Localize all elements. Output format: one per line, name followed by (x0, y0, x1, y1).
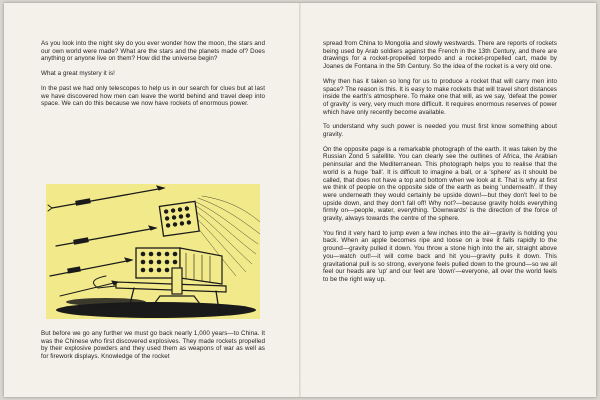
right-page (301, 3, 596, 397)
paragraph: You find it very hard to jump even a few inches into the air—gravity is holding you back. When an apple becomes ripe and loose on a tree it falls rapidly to the ground—gravity pulled it down. You throw a stone high into the air, straight above you—watch out!—it will come back and hit you—gravity pulls it down. This gravitational pull is so strong, everyone feels pulled down to the ground—so we all feel our heads are 'up' and our feet are 'down'—everyone, all over the world feels to be the right way up. (323, 229, 557, 283)
arrow-rocket-2 (56, 226, 156, 246)
left-page-text-top (41, 40, 265, 115)
paragraph: As you look into the night sky do you ever wonder how the moon, the stars and our own world were made? What are the stars and the planets made of? Does anything or anyone live on them? How did the universe begin? (41, 40, 265, 63)
paragraph: What a great mystery it is! (41, 70, 115, 78)
arrow-rocket-4 (60, 281, 118, 296)
paragraph: To understand why such power is needed you must first know something about gravity. (323, 123, 557, 139)
arrow-rocket-1 (48, 186, 164, 211)
paragraph: spread from China to Mongolia and slowly westwards. There are reports of rockets being used by Arab soldiers against the French in the 13th Century, and there are drawings for a rocket-propelled torpedo and a rocket-propelled cart, made by Joanes de Fontana in the 5th Century. So the idea of the rocket is a very old one. (323, 40, 557, 71)
rocket-launcher-drawing (46, 184, 260, 319)
launcher-box-upper (159, 201, 199, 236)
paragraph: But before we go any further we must go back nearly 1,000 years—to China. It was the Chinese who first discovered explosives. They made rockets propelled by their explosive powders and they used them as weapons of war as well as for firework displays. Knowledge of the rocket (41, 330, 265, 361)
rocket-launcher-illustration (46, 184, 260, 319)
left-page (4, 3, 299, 397)
paragraph: Why then has it taken so long for us to produce a rocket that will carry men into space? The reason is this. It is easy to make rockets that will travel short distances inside the earth's atmosphere. To make one that will, as we say, 'defeat the power of gravity' is very, very much more difficult. It requires enormous reserves of power which have only recently become available. (323, 77, 557, 116)
right-page-text (323, 40, 557, 291)
booklet-spread (4, 3, 596, 397)
paragraph: On the opposite page is a remarkable photograph of the earth. It was taken by the Russian Zond 5 satellite. You can clearly see the outlines of Africa, the Arabian peninsular and the Mediterranean. This photograph helps you to realise that the world is a huge 'ball'. It is difficult to imagine a ball, or a 'sphere' as it should be called, that does not have a top and bottom when we look at it. That is why at first we think of people on the opposite side of the earth as being 'underneath'. If they were underneath they would certainly be upside down!—but they don't feel to be upside down, and they don't fall off! Why not?—because gravity holds everything firmly on—people, water, everything. 'Downwards' is the direction of the force of gravity, always towards the centre of the sphere. (323, 145, 557, 223)
arrow-rocket-3 (50, 258, 132, 276)
left-page-text-bottom (41, 330, 265, 368)
paragraph: In the past we had only telescopes to help us in our search for clues but at last we have discovered how men can leave the world behind and travel deep into space. We can do this because we now have rockets of enormous power. (41, 84, 265, 108)
